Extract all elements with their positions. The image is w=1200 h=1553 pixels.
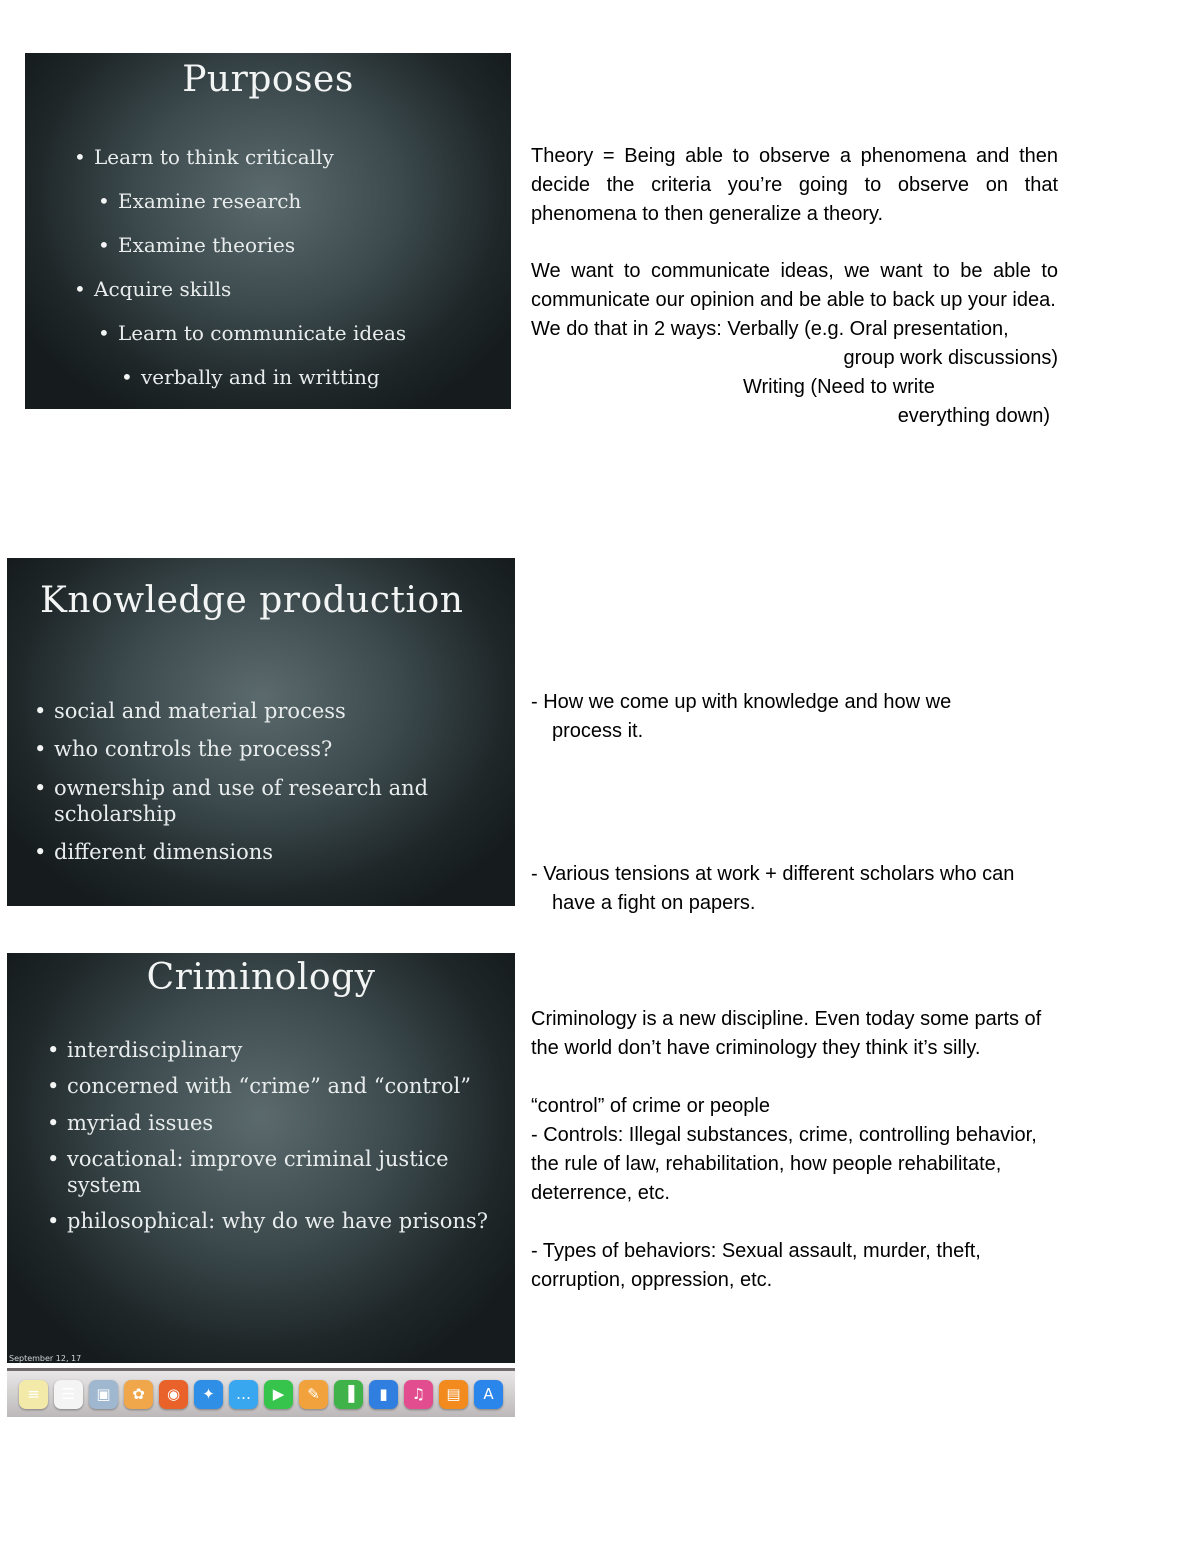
bullet-item: • philosophical: why do we have prisons? bbox=[67, 1208, 507, 1234]
keynote-icon[interactable]: ▮ bbox=[369, 1380, 398, 1409]
bullet-item: • vocational: improve criminal justice system bbox=[67, 1146, 507, 1199]
firefox-icon[interactable]: ◉ bbox=[159, 1380, 188, 1409]
bullet-item: • verbally and in writting bbox=[141, 365, 380, 390]
facetime-icon[interactable]: ▶ bbox=[264, 1380, 293, 1409]
note-ways: group work discussions) bbox=[843, 347, 1058, 369]
note-theory: Theory = Being able to observe a phenomena and then decide the criteria you’re going to observe on that phenomena to then generalize a theory. bbox=[531, 145, 1058, 225]
bullet-item: • concerned with “crime” and “control” bbox=[67, 1073, 507, 1099]
note-ways: We do that in 2 ways: Verbally (e.g. Oral presentation, bbox=[531, 318, 1009, 340]
note-knowledge: process it. bbox=[552, 720, 644, 742]
slide-knowledge-production bbox=[7, 558, 515, 906]
slide-footer-date: September 12, 17 bbox=[9, 1354, 82, 1363]
appstore-icon[interactable]: A bbox=[474, 1380, 503, 1409]
note-intro: Criminology is a new discipline. Even today some parts of the world don’t have criminology they think it’s silly. bbox=[531, 1008, 1042, 1059]
photos-icon[interactable]: ✿ bbox=[124, 1380, 153, 1409]
messages-icon[interactable]: … bbox=[229, 1380, 258, 1409]
slide-bullets bbox=[54, 698, 494, 877]
slide-title: Criminology bbox=[146, 957, 376, 998]
slide-purposes bbox=[25, 53, 511, 409]
note-controls: - Controls: Illegal substances, crime, controlling behavior, the rule of law, rehabilitation, how people rehabilitate, deterrence, etc. bbox=[531, 1124, 1037, 1204]
note-control: “control” of crime or people bbox=[531, 1095, 770, 1117]
note-knowledge: - Various tensions at work + different scholars who can bbox=[531, 863, 1015, 885]
notes-knowledge-1 bbox=[531, 688, 1061, 746]
ibooks-icon[interactable]: ▤ bbox=[439, 1380, 468, 1409]
numbers-icon[interactable]: ▐ bbox=[334, 1380, 363, 1409]
note-types: - Types of behaviors: Sexual assault, murder, theft, corruption, oppression, etc. bbox=[531, 1240, 981, 1291]
bullet-item: • different dimensions bbox=[54, 839, 494, 865]
notes-knowledge-2 bbox=[531, 860, 1061, 918]
reminders-icon[interactable]: ☰ bbox=[54, 1380, 83, 1409]
bullet-item: • myriad issues bbox=[67, 1110, 507, 1136]
preview-icon[interactable]: ▣ bbox=[89, 1380, 118, 1409]
notes-purposes bbox=[531, 142, 1058, 431]
note-ways: Writing (Need to write bbox=[743, 376, 935, 398]
bullet-item: • Learn to communicate ideas bbox=[118, 321, 406, 346]
slide-title: Purposes bbox=[182, 59, 354, 100]
bullet-item: • Acquire skills bbox=[94, 277, 231, 302]
note-knowledge: have a fight on papers. bbox=[552, 892, 756, 914]
safari-icon[interactable]: ✦ bbox=[194, 1380, 223, 1409]
slide-criminology bbox=[7, 953, 515, 1363]
bullet-item: • Examine research bbox=[118, 189, 301, 214]
bullet-item: • ownership and use of research and scholarship bbox=[54, 775, 494, 828]
itunes-icon[interactable]: ♫ bbox=[404, 1380, 433, 1409]
notes-icon[interactable]: ≡ bbox=[19, 1380, 48, 1409]
bullet-item: • who controls the process? bbox=[54, 736, 494, 762]
notes-criminology bbox=[531, 1005, 1058, 1295]
bullet-item: • social and material process bbox=[54, 698, 494, 724]
note-ways: everything down) bbox=[897, 405, 1050, 427]
bullet-item: • Learn to think critically bbox=[94, 145, 334, 170]
bullet-item: • interdisciplinary bbox=[67, 1037, 507, 1063]
note-communicate: We want to communicate ideas, we want to be able to communicate our opinion and be able to back up your idea. bbox=[531, 260, 1058, 311]
bullet-item: • Examine theories bbox=[118, 233, 295, 258]
slide-title: Knowledge production bbox=[40, 580, 464, 621]
pages-icon[interactable]: ✎ bbox=[299, 1380, 328, 1409]
app-dock bbox=[7, 1368, 515, 1417]
slide-bullets bbox=[67, 1037, 507, 1245]
note-knowledge: - How we come up with knowledge and how we bbox=[531, 691, 952, 713]
